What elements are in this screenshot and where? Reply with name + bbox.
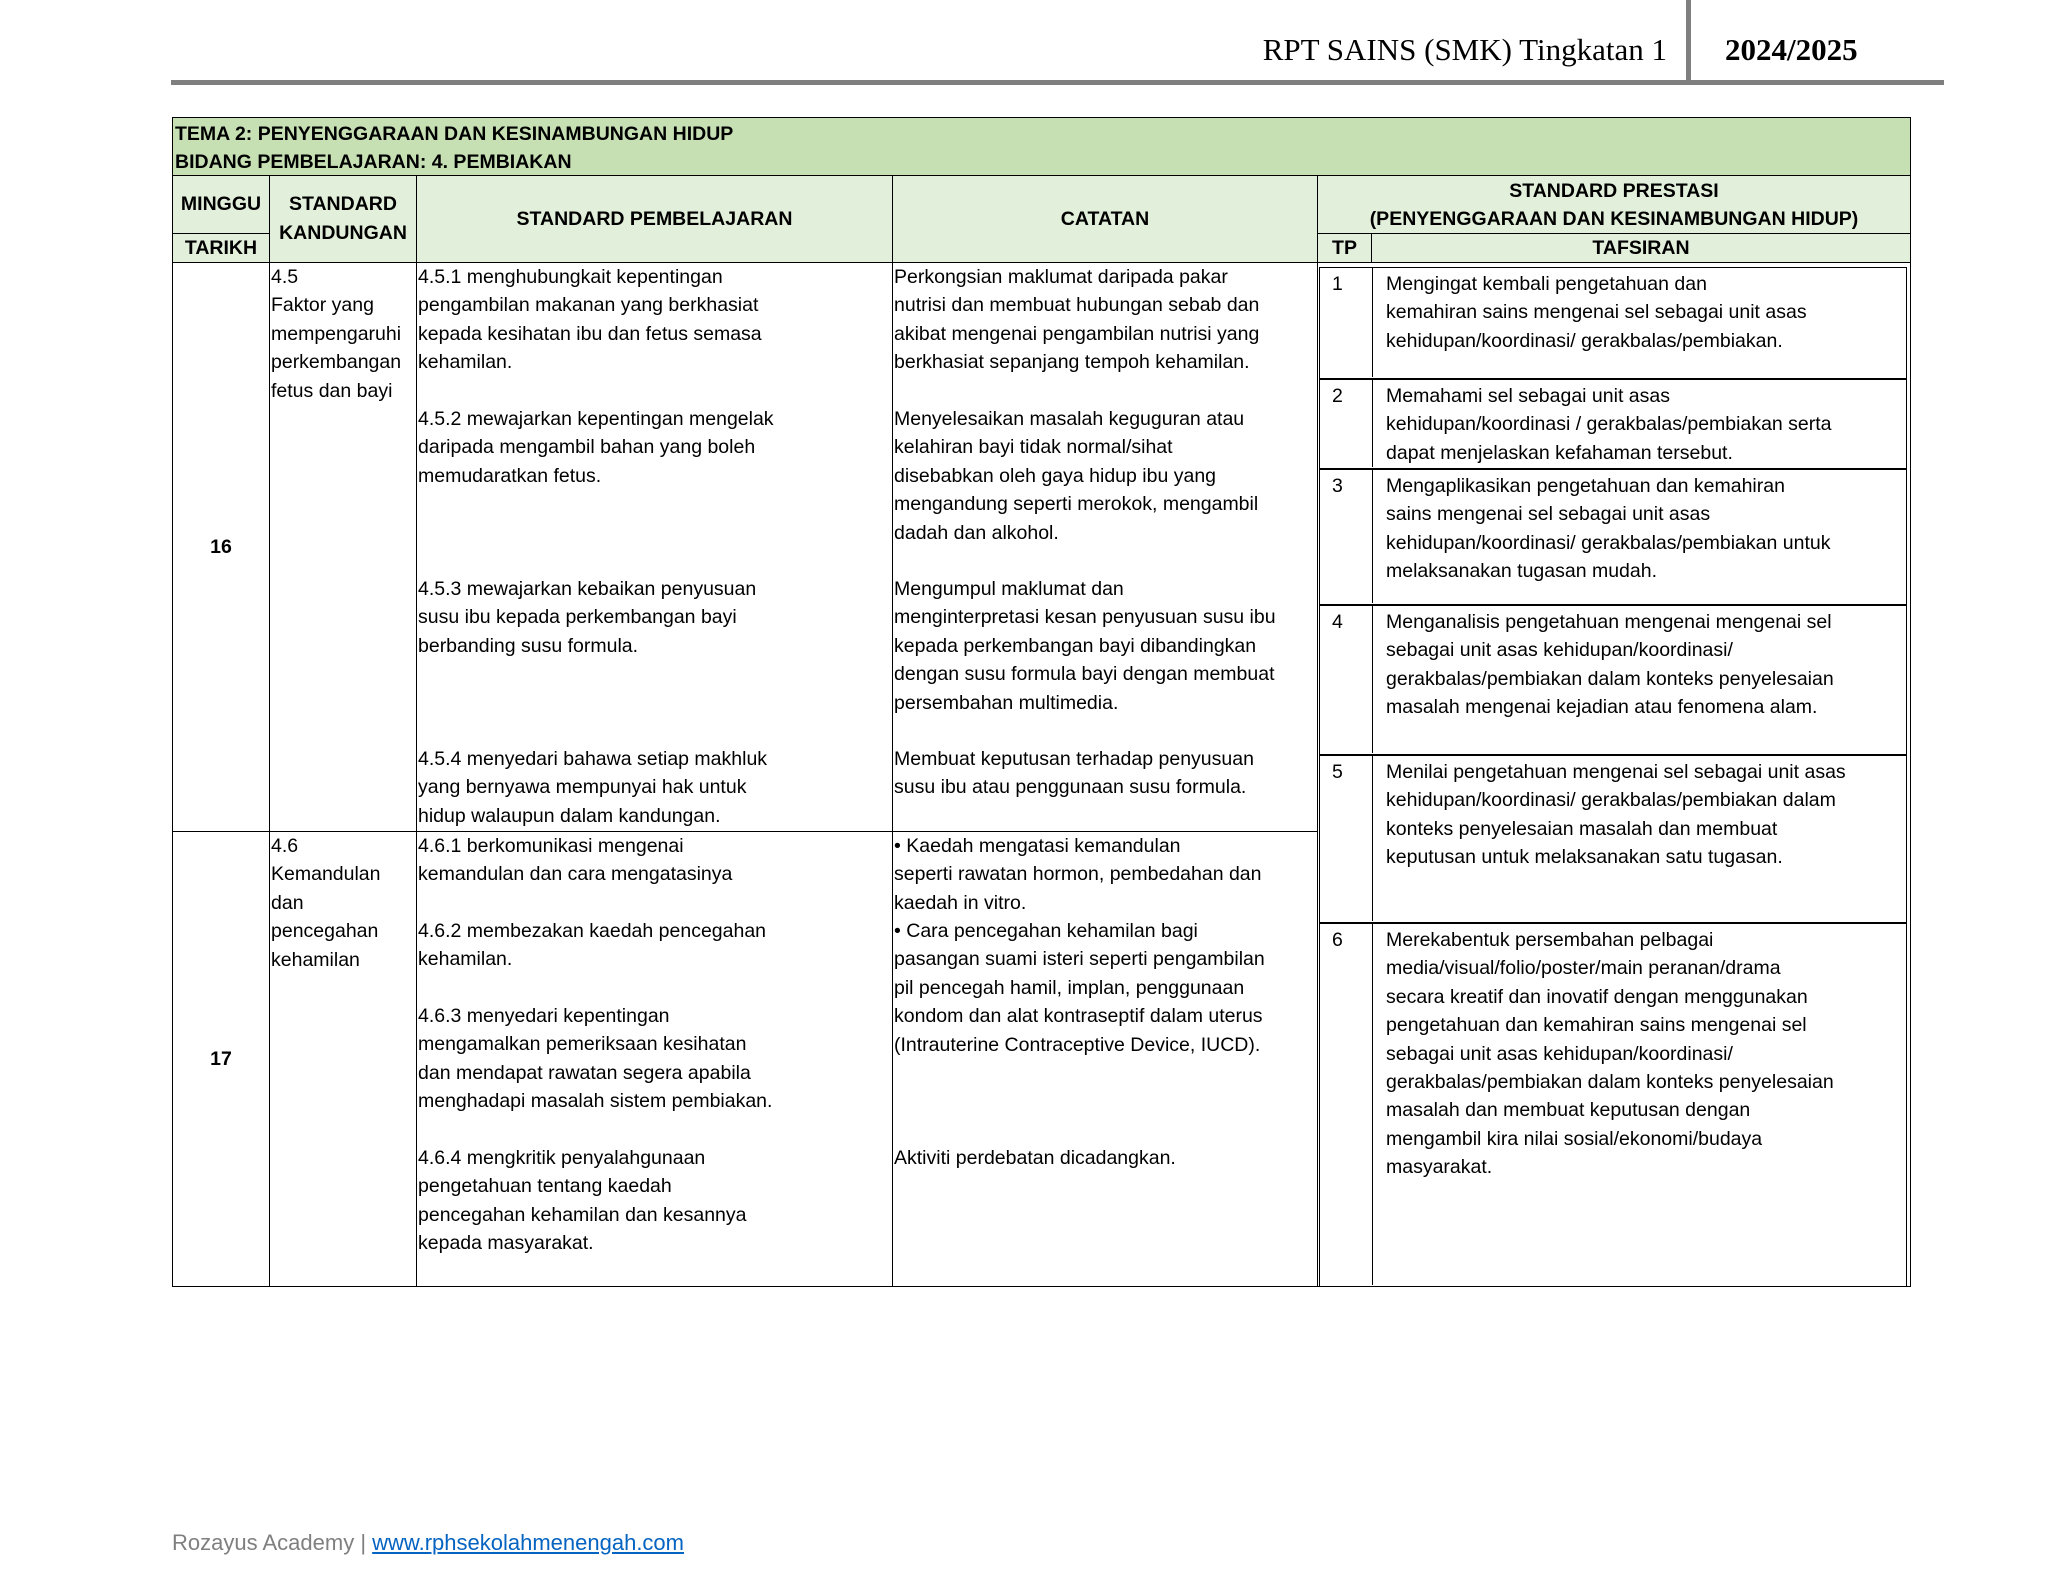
header-standard-prestasi: STANDARD PRESTASI (PENYENGGARAAN DAN KESINAMBUNGAN HIDUP) [1317, 175, 1911, 233]
footer-separator: | [354, 1530, 373, 1555]
tp-level-2 [1319, 379, 1907, 469]
week-number: 16 [172, 263, 269, 831]
tp-number: 2 [1332, 385, 1343, 407]
tp-level-3 [1319, 469, 1907, 605]
tp-description: Memahami sel sebagai unit asas kehidupan/koordinasi / gerakbalas/pembiakan serta dapat menjelaskan kefahaman tersebut. [1386, 385, 1832, 464]
standard-pembelajaran-cell [416, 263, 892, 831]
catatan-item: Mengumpul maklumat dan menginterpretasi kesan penyusuan susu ibu kepada perkembangan bayi dibandingkan dengan susu formula bayi dengan membuat persembahan multimedia. [894, 578, 1276, 714]
header-tafsiran: TAFSIRAN [1371, 233, 1911, 263]
tp-divider [1372, 268, 1373, 377]
tp-level-5 [1319, 755, 1907, 923]
learning-standard-item: 4.6.2 membezakan kaedah pencegahan kehamilan. [418, 920, 767, 971]
tp-number: 6 [1332, 929, 1343, 951]
header-standard-pembelajaran: STANDARD PEMBELAJARAN [416, 175, 892, 263]
learning-standard-item: 4.6.3 menyedari kepentingan mengamalkan pemeriksaan kesihatan dan mendapat rawatan segera apabila menghadapi masalah sistem pembiakan. [418, 1005, 773, 1113]
learning-standard-item: 4.6.1 berkomunikasi mengenai kemandulan dan cara mengatasinya [418, 835, 733, 886]
header-tarikh: TARIKH [172, 233, 269, 263]
header-tp: TP [1317, 233, 1371, 263]
tp-description: Menganalisis pengetahuan mengenai mengenai sel sebagai unit asas kehidupan/koordinasi/ gerakbalas/pembiakan dalam konteks penyelesaian masalah mengenai kejadian atau fenomena alam. [1386, 611, 1834, 719]
tp-divider [1372, 380, 1373, 467]
footer-website-link[interactable]: www.rphsekolahmenengah.com [372, 1530, 684, 1555]
learning-standard-item: 4.6.4 mengkritik penyalahgunaan pengetahuan tentang kaedah pencegahan kehamilan dan kesannya kepada masyarakat. [418, 1147, 747, 1255]
tp-level-4 [1319, 605, 1907, 755]
catatan-item: • Cara pencegahan kehamilan bagi pasangan suami isteri seperti pengambilan pil pencegah hamil, implan, penggunaan kondom dan alat kontraseptif dalam uterus (Intrauterine Contraceptive Device, IUCD). [894, 920, 1265, 1056]
page-footer [172, 1530, 684, 1556]
tp-description: Menilai pengetahuan mengenai sel sebagai unit asas kehidupan/koordinasi/ gerakbalas/pembiakan dalam konteks penyelesaian masalah dan membuat keputusan untuk melaksanakan satu tugasan. [1386, 761, 1846, 869]
learning-standard-item: 4.5.1 menghubungkait kepentingan pengambilan makanan yang berkhasiat kepada kesihatan ibu dan fetus semasa kehamilan. [418, 266, 762, 374]
tp-number: 5 [1332, 761, 1343, 783]
tp-divider [1372, 924, 1373, 1285]
learning-area: BIDANG PEMBELAJARAN: 4. PEMBIAKAN [175, 151, 572, 173]
catatan-cell [892, 831, 1317, 1287]
footer-brand: Rozayus Academy [172, 1530, 355, 1555]
learning-standard-item: 4.5.2 mewajarkan kepentingan mengelak daripada mengambil bahan yang boleh memudaratkan fetus. [418, 408, 774, 487]
tp-level-6 [1319, 923, 1907, 1287]
page-header [0, 0, 2048, 90]
standard-kandungan-text: 4.6 Kemandulan dan pencegahan kehamilan [271, 835, 381, 971]
learning-standard-item: 4.5.4 menyedari bahawa setiap makhluk yang bernyawa mempunyai hak untuk hidup walaupun dalam kandungan. [418, 748, 768, 827]
tp-number: 3 [1332, 475, 1343, 497]
catatan-item: Menyelesaikan masalah keguguran atau kelahiran bayi tidak normal/sihat disebabkan oleh gaya hidup ibu yang mengandung seperti merokok, mengambil dadah dan alkohol. [894, 408, 1259, 544]
tp-divider [1372, 470, 1373, 603]
week-number: 17 [172, 831, 269, 1287]
standard-kandungan-text: 4.5 Faktor yang mempengaruhi perkembangan fetus dan bayi [271, 266, 402, 402]
tp-level-1 [1319, 267, 1907, 379]
standard-kandungan-cell [269, 831, 416, 1287]
header-standard-kandungan: STANDARD KANDUNGAN [269, 175, 416, 263]
header-minggu: MINGGU [172, 175, 269, 233]
tp-divider [1372, 606, 1373, 753]
learning-standard-item: 4.5.3 mewajarkan kebaikan penyusuan susu ibu kepada perkembangan bayi berbanding susu formula. [418, 578, 757, 657]
tp-description: Merekabentuk persembahan pelbagai media/visual/folio/poster/main peranan/drama secara kreatif dan inovatif dengan menggunakan pengetahuan dan kemahiran sains mengenai sel sebagai unit asas kehidupan/koordinasi/ gerakbalas/pembiakan dalam konteks penyelesaian masalah dan membuat keputusan dengan mengambil kira nilai sosial/ekonomi/budaya masyarakat. [1386, 929, 1834, 1179]
standard-pembelajaran-cell [416, 831, 892, 1287]
header-divider [1686, 0, 1691, 80]
theme-title: TEMA 2: PENYENGGARAAN DAN KESINAMBUNGAN HIDUP [175, 123, 734, 145]
tp-divider [1372, 756, 1373, 921]
catatan-item: Membuat keputusan terhadap penyusuan susu ibu atau penggunaan susu formula. [894, 748, 1254, 799]
catatan-item: Perkongsian maklumat daripada pakar nutrisi dan membuat hubungan sebab dan akibat mengenai pengambilan nutrisi yang berkhasiat sepanjang tempoh kehamilan. [894, 266, 1260, 374]
theme-header [172, 117, 1911, 175]
tp-description: Mengaplikasikan pengetahuan dan kemahiran sains mengenai sel sebagai unit asas kehidupan/koordinasi/ gerakbalas/pembiakan untuk melaksanakan tugasan mudah. [1386, 475, 1831, 583]
document-title: RPT SAINS (SMK) Tingkatan 1 [1262, 32, 1667, 67]
catatan-item: Aktiviti perdebatan dicadangkan. [894, 1147, 1176, 1169]
tp-description: Mengingat kembali pengetahuan dan kemahiran sains mengenai sel sebagai unit asas kehidupan/koordinasi/ gerakbalas/pembiakan. [1386, 273, 1807, 352]
tp-number: 1 [1332, 273, 1343, 295]
catatan-item: • Kaedah mengatasi kemandulan seperti rawatan hormon, pembedahan dan kaedah in vitro. [894, 835, 1262, 914]
header-catatan: CATATAN [892, 175, 1317, 263]
header-rule [171, 80, 1944, 85]
tp-number: 4 [1332, 611, 1343, 633]
document-year: 2024/2025 [1725, 32, 1858, 67]
standard-kandungan-cell [269, 263, 416, 831]
catatan-cell [892, 263, 1317, 831]
